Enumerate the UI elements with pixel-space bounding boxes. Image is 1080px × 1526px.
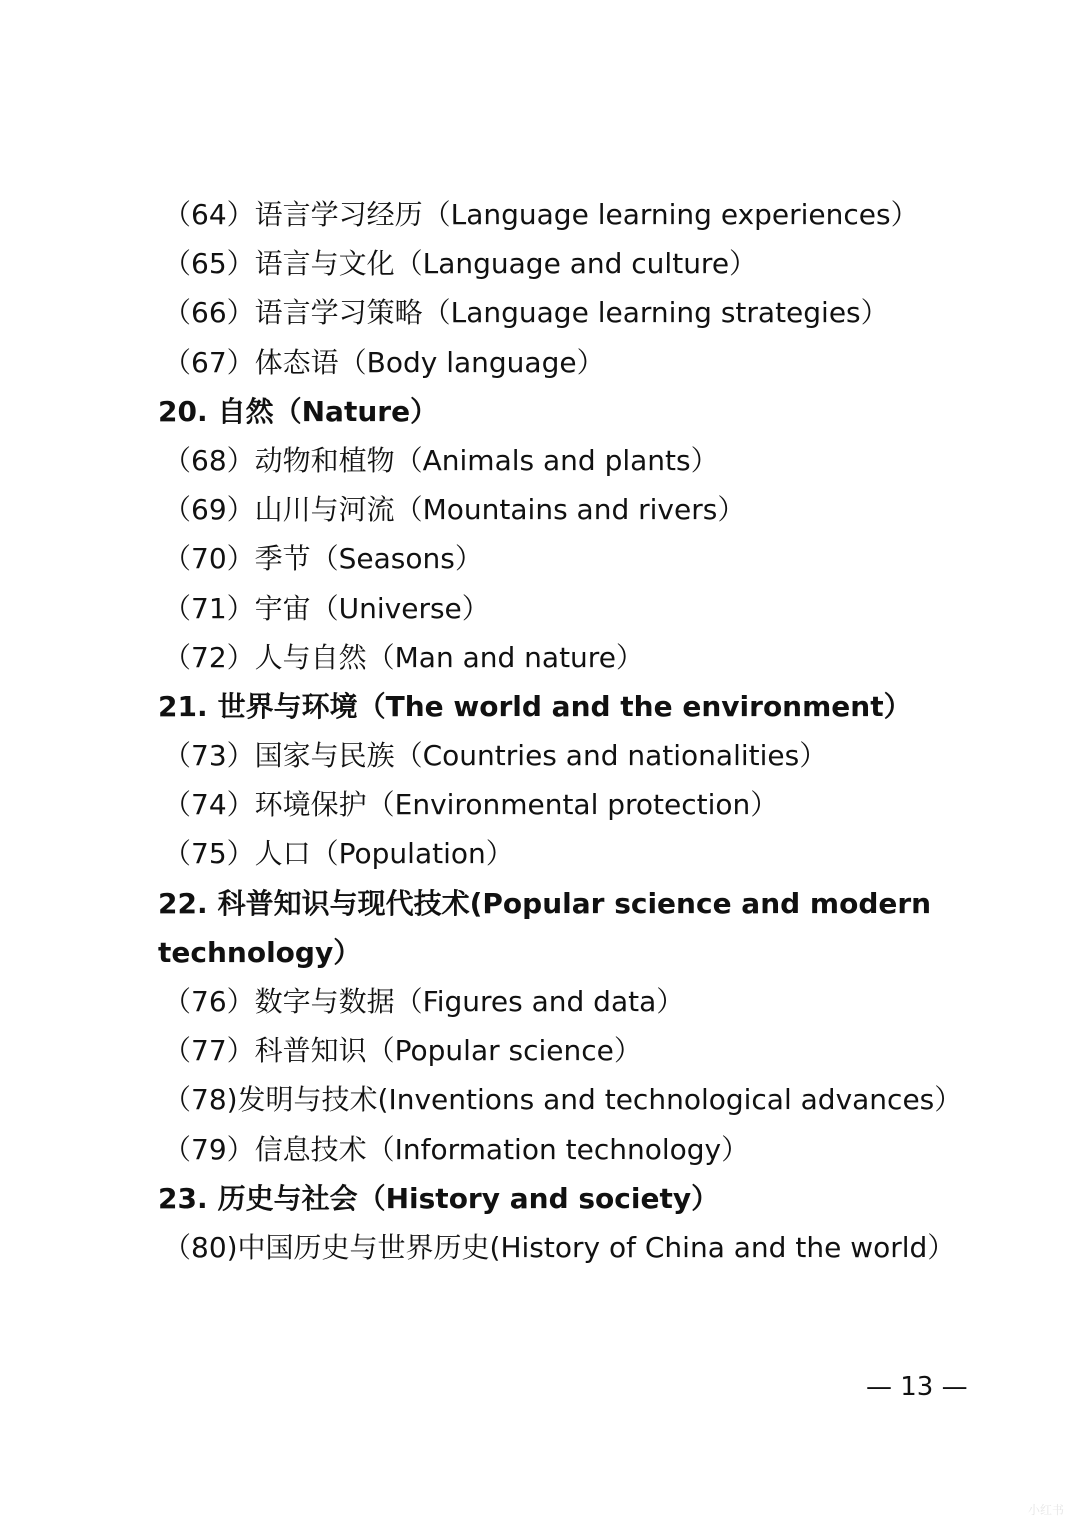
watermark: 小红书 <box>1027 1503 1064 1517</box>
list-item: （72）人与自然（Man and nature） <box>163 640 644 674</box>
list-item: （66）语言学习策略（Language learning strategies） <box>163 296 889 330</box>
list-item: （70）季节（Seasons） <box>163 542 483 576</box>
section-title: 科普知识与现代技术(Popular science and modern <box>217 886 932 920</box>
list-item: （69）山川与河流（Mountains and rivers） <box>163 493 746 527</box>
section-heading <box>0 879 1080 928</box>
list-item: （67）体态语（Body language） <box>163 345 605 379</box>
page-number: — 13 — <box>866 1372 968 1402</box>
list-item: （68）动物和植物（Animals and plants） <box>163 443 719 477</box>
section-number: 21. <box>158 689 208 723</box>
list-item: （78)发明与技术(Inventions and technological advances） <box>163 1083 963 1117</box>
list-item: （74）环境保护（Environmental protection） <box>163 788 779 822</box>
section-heading <box>0 682 1080 731</box>
list-item: （73）国家与民族（Countries and nationalities） <box>163 739 828 773</box>
document-body <box>0 190 1080 1272</box>
list-item: （77）科普知识（Popular science） <box>163 1034 642 1068</box>
list-item: （79）信息技术（Information technology） <box>163 1132 750 1166</box>
section-number: 22. <box>158 886 208 920</box>
section-number: 23. <box>158 1181 208 1215</box>
section-title: 自然（Nature） <box>217 394 439 428</box>
list-item: （64）语言学习经历（Language learning experiences） <box>163 198 919 231</box>
list-item: （80)中国历史与世界历史(History of China and the world） <box>163 1230 956 1264</box>
section-heading <box>0 387 1080 436</box>
section-title: 历史与社会（History and society） <box>217 1181 720 1215</box>
list-item: （75）人口（Population） <box>163 837 514 871</box>
section-number: 20. <box>158 394 208 428</box>
section-title: 世界与环境（The world and the environment） <box>217 689 912 723</box>
section-heading <box>0 1174 1080 1223</box>
section-title-continued: technology） <box>158 935 362 969</box>
list-item: （76）数字与数据（Figures and data） <box>163 985 685 1018</box>
list-item: （65）语言与文化（Language and culture） <box>163 247 758 281</box>
list-item: （71）宇宙（Universe） <box>163 591 490 625</box>
